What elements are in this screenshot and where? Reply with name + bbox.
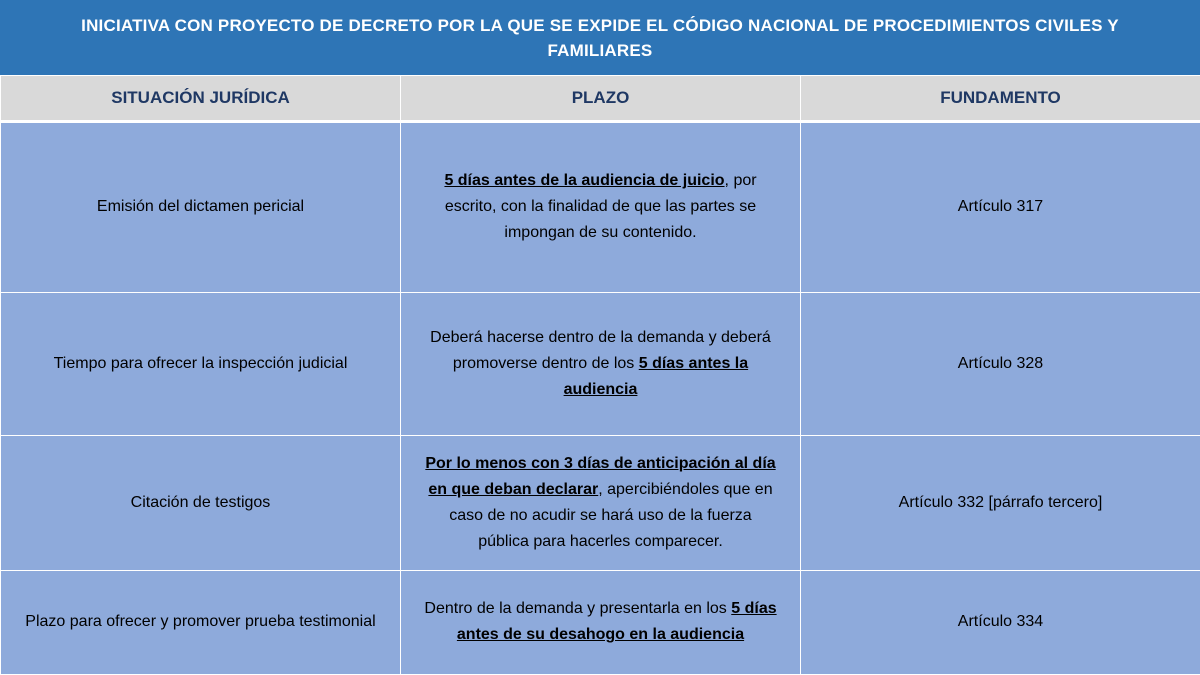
cell-fundamento: Artículo 332 [párrafo tercero]	[801, 436, 1200, 570]
cell-plazo	[401, 292, 801, 436]
plazo-text: , por escrito, con la finalidad de que las partes se impongan de su contenido.	[444, 172, 757, 242]
header-plazo: PLAZO	[401, 76, 801, 122]
cell-plazo	[401, 436, 801, 570]
cell-situacion: Plazo para ofrecer y promover prueba testimonial	[1, 570, 401, 674]
plazo-highlight: 5 días antes de su desahogo en la audiencia	[456, 600, 777, 644]
plazo-highlight: Por lo menos con 3 días de anticipación al día en que deban declarar	[425, 454, 776, 498]
cell-situacion: Citación de testigos	[1, 436, 401, 570]
slide-title: INICIATIVA CON PROYECTO DE DECRETO POR LA QUE SE EXPIDE EL CÓDIGO NACIONAL DE PROCEDIMIENTOS CIVILES Y FAMILIARES	[81, 15, 1119, 60]
table-header-row	[1, 76, 1200, 122]
cell-situacion: Tiempo para ofrecer la inspección judicial	[1, 292, 401, 436]
cell-situacion: Emisión del dictamen pericial	[1, 122, 401, 293]
plazo-highlight: 5 días antes de la audiencia de juicio	[444, 172, 725, 190]
plazo-highlight: 5 días antes la audiencia	[563, 354, 749, 398]
plazo-text: Deberá hacerse dentro de la demanda y deberá promoverse dentro de los	[430, 328, 771, 372]
legal-deadlines-table	[0, 75, 1200, 675]
title-bar	[0, 0, 1200, 75]
plazo-text: , apercibiéndoles que en caso de no acudir se hará uso de la fuerza pública para hacerles comparecer.	[449, 480, 773, 550]
table-row	[1, 570, 1200, 674]
table-row	[1, 122, 1200, 293]
table-row	[1, 436, 1200, 570]
cell-plazo	[401, 570, 801, 674]
header-fundamento: FUNDAMENTO	[801, 76, 1200, 122]
plazo-text: Dentro de la demanda y presentarla en los	[424, 600, 732, 618]
cell-plazo	[401, 122, 801, 293]
cell-fundamento: Artículo 317	[801, 122, 1200, 293]
cell-fundamento: Artículo 328	[801, 292, 1200, 436]
header-situacion: SITUACIÓN JURÍDICA	[1, 76, 401, 122]
cell-fundamento: Artículo 334	[801, 570, 1200, 674]
table-row	[1, 292, 1200, 436]
